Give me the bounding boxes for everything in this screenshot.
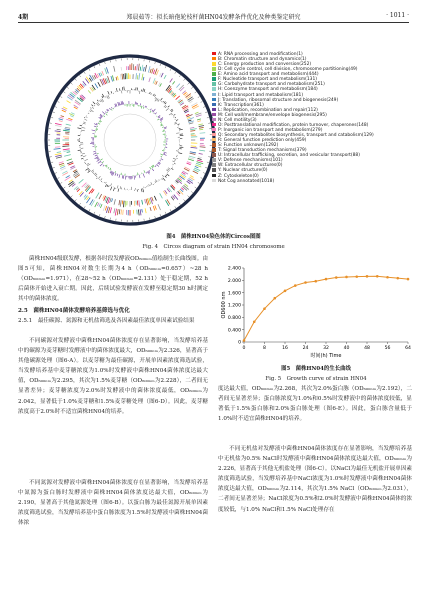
legend-swatch [212, 153, 216, 156]
growth-curve-point [355, 275, 358, 278]
growth-curve-point [407, 278, 410, 281]
legend-label: A: RNA processing and modification(1) [218, 52, 303, 57]
legend-swatch [212, 179, 216, 182]
legend-label: S: Function unknown(1292) [218, 143, 279, 149]
growth-curve-point [314, 280, 317, 283]
y-tick-label: 1.600 [227, 291, 241, 297]
legend-label: N: Cell motility(3) [218, 117, 257, 123]
legend-swatch [212, 52, 216, 55]
legend-label: K: Transcription(361) [218, 102, 264, 108]
figure5-caption-cn: 图5 菌株HN04的生长曲线 [281, 366, 351, 372]
x-tick-label: 8 [263, 346, 266, 351]
x-tick-label: 40 [343, 346, 350, 351]
running-header [18, 10, 409, 23]
legend-swatch [212, 148, 216, 151]
legend-swatch [212, 93, 216, 96]
legend-label: F: Nucleotide transport and metabolism(131) [218, 77, 317, 83]
legend-label: D: Cell cycle control, cell division, chromosome partitioning(49) [218, 67, 358, 73]
x-tick-label: 16 [282, 346, 288, 351]
figure4-caption-en: Fig. 4 Circos diagram of strain HN04 chromosome [142, 244, 285, 250]
y-tick-label: 0 [238, 340, 241, 346]
legend-label: V: Defense mechanisms(101) [218, 158, 283, 164]
x-axis-label: 时间(h) Time [310, 353, 342, 359]
y-tick-label: 2.000 [227, 278, 241, 284]
legend-swatch [212, 82, 216, 85]
figure4-caption-cn: 图4 菌株HN04染色体的Circos图图 [166, 234, 261, 240]
legend-label: H: Coenzyme transport and metabolism(184) [218, 87, 318, 93]
growth-curve-point [294, 284, 297, 287]
legend-swatch [212, 67, 216, 70]
legend-swatch [212, 123, 216, 126]
growth-curve-chart [218, 262, 414, 360]
legend-label: P: Inorganic ion transport and metabolism(279) [218, 127, 323, 133]
paragraph-nitrogen: 不同氮源对发酵液中菌株HN04菌体浓度存在显著影响，当发酵培养基中氮源为蛋白胨时发酵液中菌株HN04菌体浓度达最大值，OD₆₀₀ₙₘ为2.190，显著高于其他氮源处理（图6-B）。以蛋白胨为最佳氮源开展单因素浓度筛选试验，当发酵培养基中蛋白胨浓度为1.5%时发酵液中菌株HN04菌体浓 [18, 480, 208, 527]
growth-curve-point [325, 278, 328, 281]
legend-label: G: Carbohydrate transport and metabolism(251) [218, 82, 325, 88]
issue-number: 4期 [18, 14, 29, 21]
legend-label: T: Signal transduction mechanisms(379) [218, 148, 307, 154]
x-tick-label: 64 [405, 346, 411, 351]
circos-legend [212, 52, 412, 184]
circos-gc-skew-ring [90, 101, 168, 180]
legend-swatch [212, 128, 216, 131]
legend-label: J: Translation, ribosomal structure and biogenesis(249) [218, 97, 339, 103]
legend-label: Z: Cytoskeleton(0) [218, 173, 259, 179]
legend-swatch [212, 168, 216, 171]
legend-label: O: Posttranslational modification, protein turnover, chaperones(148) [218, 122, 369, 128]
circos-gc-ring [77, 87, 183, 193]
growth-curve-point [273, 297, 276, 300]
legend-swatch [212, 143, 216, 146]
y-tick-label: 0.800 [227, 315, 241, 321]
growth-curve-line [244, 276, 408, 340]
legend-swatch [212, 138, 216, 141]
legend-label: Y: Nuclear structure(0) [218, 168, 268, 174]
legend-swatch [212, 163, 216, 166]
legend-item [212, 179, 412, 184]
legend-label: Q: Secondary metabolites biosynthesis, transport and catabolism(129) [218, 133, 374, 138]
growth-curve-point [304, 281, 307, 284]
growth-curve-point [253, 320, 256, 323]
subsection-title: 2.5.1 最佳碳源、氮源和无机盐筛选及各因素最佳浓度单因素试验结果 [18, 318, 195, 324]
growth-curve-point [335, 276, 338, 279]
figure5-caption-en: Fig. 5 Growth curve of strain HN04 [265, 376, 367, 382]
paragraph-carbon: 不同碳源对发酵液中菌株HN04菌体浓度存在显著影响，当发酵培养基中的碳源为麦芽糖时发酵液中的菌体浓度最大，OD₆₀₀ₙₘ为2.326，显著高于其他碳源处理（图6-A）。以麦芽糖为最佳碳源，开展单因素浓度筛选试验，当发酵培养基中麦芽糖浓度为1.0%时发酵液中菌株HN04菌体浓度达最大值，OD₆₀₀ₙₘ为2.295，其次为1.5%麦芽糖（OD₆₀₀ₙₘ为2.228），二者间无显著差异；麦芽糖浓度为2.0%时发酵液中的菌体浓度最低，OD₆₀₀ₙₘ为2.042，显著低于1.0%麦芽糖和1.5%麦芽糖处理（图6-D）。因此，麦芽糖浓度高于2.0%时不适宜菌株HN04的培养。 [18, 338, 208, 415]
circos-cog-ring-forward [54, 63, 206, 215]
legend-label: L: Replication, recombination and repair(112) [218, 107, 318, 113]
circos-ticks [48, 58, 212, 222]
growth-curve-point [345, 276, 348, 279]
x-tick-label: 0 [242, 346, 246, 351]
growth-curve-point [263, 307, 266, 310]
legend-label: R: General function prediction only(459) [218, 138, 307, 144]
legend-swatch [212, 72, 216, 75]
legend-label: U: Intracellular trafficking, secretion, and vesicular transport(88) [218, 153, 360, 159]
growth-curve-point [376, 275, 379, 278]
y-axis-label: OD600 nm [221, 291, 227, 319]
paragraph-peptone: 度达最大值，OD₆₀₀ₙₘ为2.268，其次为2.0%蛋白胨（OD₆₀₀ₙₘ为2.192），二者间无显著差异；蛋白胨浓度为1.0%和0.5%时发酵液中的菌体浓度较低，显著低于1.5%蛋白胨和2.0%蛋白胨处理（图6-E）。因此，蛋白胨含量低于1.0%时不适宜菌株HN04的培养。 [218, 386, 412, 423]
paragraph-salt: 不同无机盐对发酵液中菌株HN04菌体浓度存在显著影响，当发酵培养基中无机盐为0.5% NaCl时发酵液中菌株HN04菌体浓度达最大值，OD₆₀₀ₙₘ为2.226，显著高于其他无机盐处理（图6-C）。以NaCl为最佳无机盐开展单因素浓度筛选试验，当发酵培养基中NaCl浓度为1.0%时发酵液中菌株HN04菌体浓度达最大值，OD₆₀₀ₙₘ为2.114，其次为1.5% NaCl（OD₆₀₀ₙₘ为2.031），二者间无显著差异；NaCl浓度为0.5%和2.0%时发酵液中菌株HN04菌体的浓度较低，与1.0% NaCl和1.5% NaCl处理存在 [218, 446, 412, 513]
legend-swatch [212, 118, 216, 121]
legend-swatch [212, 108, 216, 111]
growth-curve-point [396, 277, 399, 280]
growth-curve-point [386, 276, 389, 279]
legend-swatch [212, 113, 216, 116]
circos-diagram [42, 52, 218, 228]
legend-swatch [212, 103, 216, 106]
y-tick-label: 2.400 [227, 266, 241, 272]
legend-swatch [212, 57, 216, 60]
legend-label: C: Energy production and conversion(252) [218, 62, 312, 68]
legend-swatch [212, 158, 216, 161]
y-tick-label: 1.200 [227, 303, 241, 309]
y-tick-label: 0.400 [227, 328, 241, 334]
section-title: 2.5 菌株HN04菌体发酵培养基筛选与优化 [18, 308, 130, 314]
legend-swatch [212, 174, 216, 177]
legend-label: W: Extracellular structures(0) [218, 163, 283, 169]
growth-curve-point [366, 275, 369, 278]
running-title: 郑晨茹等：拟长暗孢轮枝杆菌HN04发酵条件优化及种类鉴定研究 [126, 14, 301, 21]
growth-curve-point [243, 339, 246, 342]
legend-swatch [212, 87, 216, 90]
x-tick-label: 56 [384, 346, 391, 351]
legend-label: E: Amino acid transport and metabolism(444) [218, 72, 319, 78]
legend-label: B: Chromatin structure and dynamics(1) [218, 57, 307, 63]
legend-swatch [212, 133, 216, 136]
legend-label: I: Lipid transport and metabolism(181) [218, 92, 304, 98]
x-tick-label: 24 [302, 346, 309, 351]
paragraph-growth: 菌株HN04级联发酵，根据各时段发酵液OD₆₀₀ₙₘ值绘制生长曲线图。由图5可知，菌株HN04对数生长期为4 h（OD₆₀₀ₙₘ=0.657）~28 h（OD₆₀₀ₙₘ=1.971），在28~52 h（OD₆₀₀ₙₘ=2.131）处于稳定期，52 h后菌体开始进入衰亡期。因此，后续试验发酵液在发酵至稳定期30 h时测定其中的菌体浓度。 [18, 256, 208, 303]
legend-label: Not Cog annotated(1018) [218, 178, 275, 184]
growth-curve-point [284, 290, 287, 293]
legend-label: M: Cell wall/membrane/envelope biogenesis(295) [218, 112, 327, 118]
page-number: · 1011 · [386, 12, 409, 19]
legend-swatch [212, 77, 216, 80]
legend-swatch [212, 98, 216, 101]
x-tick-label: 32 [323, 346, 329, 351]
legend-swatch [212, 62, 216, 65]
x-tick-label: 48 [364, 346, 370, 351]
